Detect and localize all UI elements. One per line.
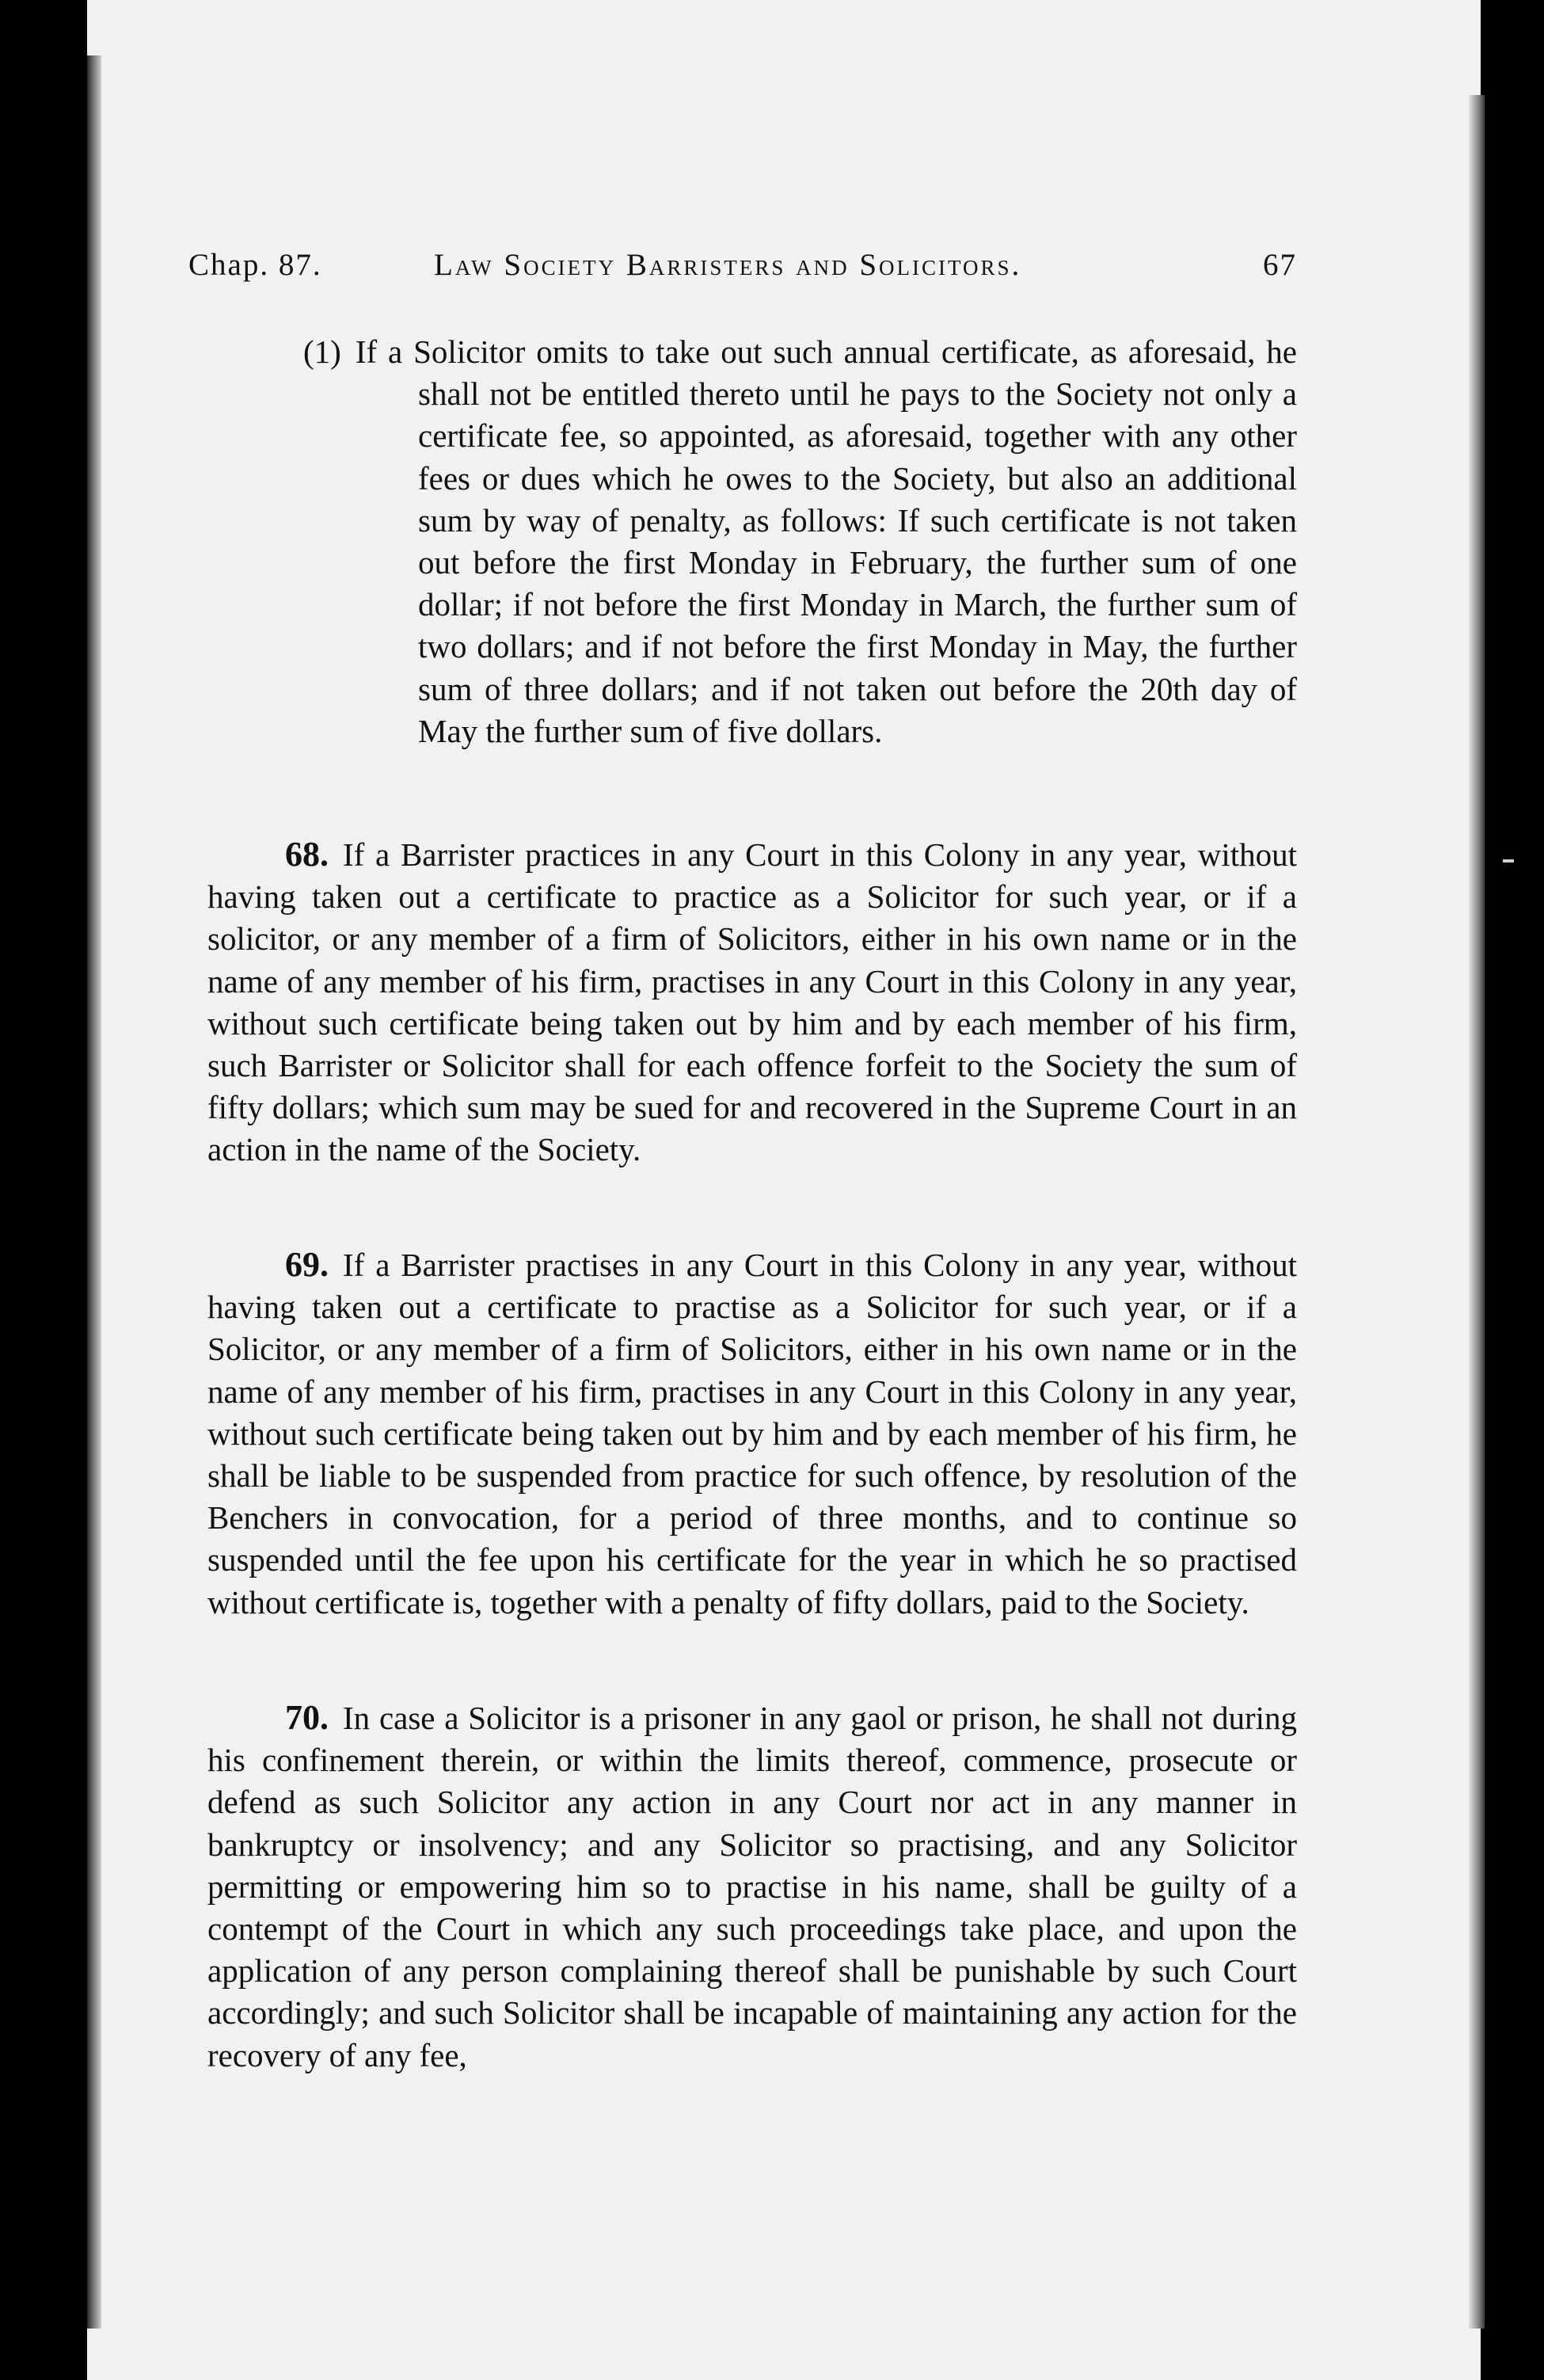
page-number: 67 (1263, 248, 1297, 282)
edge-mark (1503, 859, 1514, 863)
subsection-text: If a Solicitor omits to take out such annual certificate, as aforesaid, he shall not be entitled thereto until he pays to the Society not only a certificate fee, so appointed, as aforesaid, together with any other fees or dues which he owes to the Society, but also an additional sum by way of penalty, as follows: If such certificate is not taken out before the first Monday in February, the further sum of one dollar; if not before the first Monday in March, the further sum of two dollars; and if not before the first Monday in May, the further sum of three dollars; and if not taken out before the 20th day of May the further sum of five dollars. (355, 333, 1297, 749)
section-text: In case a Solicitor is a prisoner in any gaol or prison, he shall not during his confinement therein, or within the limits thereof, commence, prosecute or defend as such Solicitor any action in any Court nor act in any manner in bankruptcy or insolvency; and any Solicitor so practising, and any Solicitor permitting or empowering him so to practise in his name, shall be guilty of a contempt of the Court in which any such proceedings take place, and upon the application of any person complaining thereof shall be punishable by such Court accordingly; and such Solicitor shall be incapable of maintaining any action for the recovery of any fee, (207, 1700, 1297, 2073)
section-text: If a Barrister practices in any Court in this Colony in any year, without having taken out a certificate to practice as a Solicitor for such year, or if a solicitor, or any member of a firm of Solicitors, either in his own name or in the name of any member of his firm, practises in any Court in this Colony in any year, without such certificate being taken out by him and by each member of his firm, such Barrister or Solicitor shall for each offence forfeit to the Society the sum of fifty dollars; which sum may be sued for and recovered in the Supreme Court in an action in the name of the Society. (207, 836, 1297, 1168)
running-title: Law Society Barristers and Solicitors. (434, 248, 1022, 282)
section-number: 70. (285, 1698, 329, 1737)
binding-shadow-left (87, 55, 101, 2329)
section-number: 69. (285, 1245, 329, 1284)
binding-shadow-right (1469, 95, 1485, 2329)
section-68 (207, 833, 1297, 1171)
section-number: 68. (285, 835, 329, 874)
section-text: If a Barrister practises in any Court in this Colony in any year, without having taken out a certificate to practise as a Solicitor for such year, or if a Solicitor, or any member of a firm of Solicitors, either in his own name or in the name of any member of his firm, practises in any Court in this Colony in any year, without such certificate being taken out by him and by each member of his firm, he shall be liable to be suspended from practice for such offence, by resolution of the Benchers in convocation, for a period of three months, and to continue so suspended until the fee upon his certificate for the year in which he so practised without certificate is, together with a penalty of fifty dollars, paid to the Society. (207, 1247, 1297, 1620)
running-header (188, 247, 1297, 287)
chapter-label: Chap. 87. (188, 248, 322, 282)
section-70 (207, 1696, 1297, 2077)
subsection-number: (1) (303, 333, 341, 370)
subsection-67-1 (303, 331, 1297, 752)
section-69 (207, 1243, 1297, 1624)
